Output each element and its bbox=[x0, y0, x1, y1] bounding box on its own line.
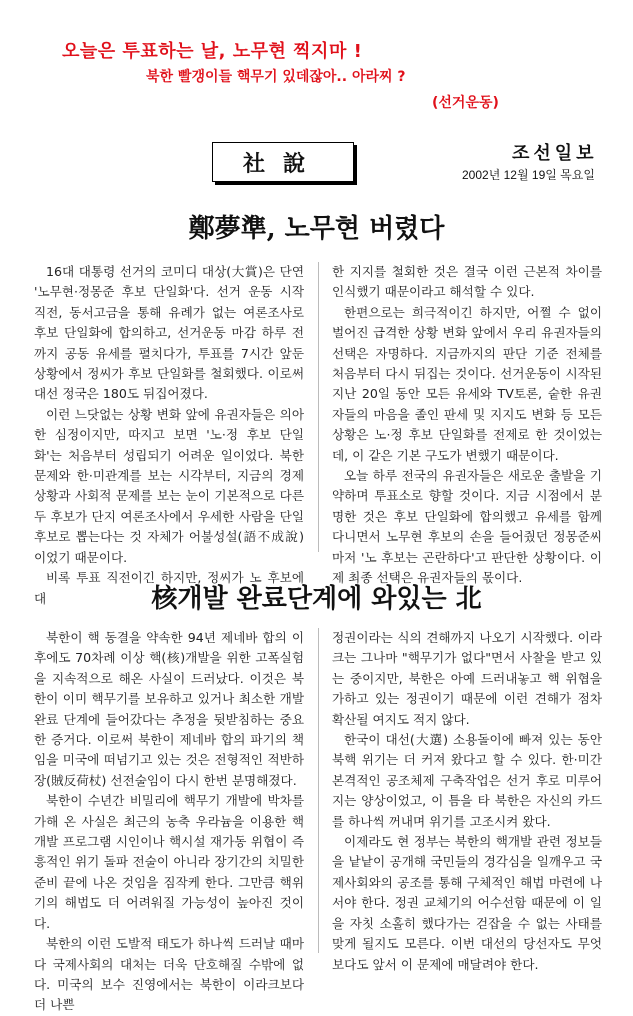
banner-line-2: 북한 빨갱이들 핵무기 있데잖아.. 아라찌 ? bbox=[146, 69, 406, 85]
publication-date: 2002년 12월 19일 목요일 bbox=[462, 168, 595, 182]
editorial-section-label: 社說 bbox=[242, 150, 323, 177]
article2-right-column bbox=[332, 628, 602, 975]
article1-headline: 鄭夢準, 노무현 버렸다 bbox=[188, 214, 445, 244]
article1-paragraph: 한 지지를 철회한 것은 결국 이런 근본적 차이를 인식했기 때문이라고 해석할 수 있다. bbox=[332, 264, 602, 300]
article2-paragraph: 이제라도 현 정부는 북한의 핵개발 관련 정보들을 낱낱이 공개해 국민들의 경각심을 일깨우고 국제사회와의 공조를 통해 구체적인 해법 마련에 나서야 한다. 정권 교체기의 어수선함 때문에 이 일을 자칫 소홀히 했다가는 걷잡을 수 없는 사태를 맞게 될지도 모른다. 이번 대선의 당선자도 무엇보다도 앞서 이 문제에 매달려야 한다. bbox=[332, 834, 602, 972]
article1-right-column bbox=[332, 262, 602, 589]
article1-paragraph: 16대 대통령 선거의 코미디 대상(大賞)은 단연 '노무현·정몽준 후보 단일화'다. 선거 운동 시작 직전, 동서고금을 통해 유례가 없는 여론조사로 후보 단일화에 합의하고, 선거운동 마감 하루 전까지 공동 유세를 펼치다가, 투표를 7시간 앞둔 상황에서 정씨가 후보 단일화를 철회했다. 이로써 대선 정국은 180도 뒤집어졌다. bbox=[34, 264, 304, 402]
article2-paragraph: 북한이 수년간 비밀리에 핵무기 개발에 박차를 가해 온 사실은 최근의 농축 우라늄을 이용한 핵개발 프로그램 시인이나 핵시설 재가동 위협이 즉흥적인 위기 돌파 전술이 아니라 장기간의 치밀한 준비 끝에 나온 것임을 짐작케 한다. 그만큼 핵위기의 해법도 더 어려워질 가능성이 높아진 것이다. bbox=[34, 793, 304, 931]
article1-left-column bbox=[34, 262, 304, 609]
banner-line-1: 오늘은 투표하는 날, 노무현 찍지마 ! bbox=[62, 41, 363, 62]
newspaper-name: 조선일보 bbox=[512, 143, 598, 164]
article2-headline: 核개발 완료단계에 와있는 北 bbox=[151, 584, 482, 614]
article2-paragraph: 북한의 이런 도발적 태도가 하나씩 드러날 때마다 국제사회의 대처는 더욱 단호해질 수밖에 없다. 미국의 보수 진영에서는 북한이 이라크보다 더 나쁜 bbox=[34, 936, 304, 1013]
article1-paragraph: 오늘 하루 전국의 유권자들은 새로운 출발을 기약하며 투표소로 향할 것이다. 지금 시점에서 분명한 것은 후보 단일화에 합의했고 유세를 함께 다니면서 노무현 후보의 손을 들어줬던 정몽준씨마저 '노 후보는 곤란하다'고 판단한 상황이다. 이제 최종 선택은 유권자들의 몫이다. bbox=[332, 468, 602, 586]
editorial-section-box bbox=[212, 142, 354, 182]
article2-paragraph: 한국이 대선(大選) 소용돌이에 빠져 있는 동안 북핵 위기는 더 커져 왔다고 할 수 있다. 한·미간 본격적인 공조체제 구축작업은 선거 후로 미루어지는 양상이었고, 이 틈을 타 북한은 자신의 카드를 하나씩 꺼내며 위기를 고조시켜 왔다. bbox=[332, 732, 602, 829]
column-divider bbox=[318, 262, 319, 552]
article2-paragraph: 북한이 핵 동결을 약속한 94년 제네바 합의 이후에도 70차례 이상 핵(核)개발을 위한 고폭실험을 지속적으로 해온 사실이 드러났다. 이것은 북한이 이미 핵무기를 보유하고 있거나 최소한 개발 완료 단계에 들어갔다는 추정을 뒷받침하는 중요한 증거다. 이로써 북한이 제네바 합의 파기의 책임을 미국에 떠넘기고 있는 것은 전형적인 적반하장(賊反荷杖) 선전술임이 다시 한번 분명해졌다. bbox=[34, 630, 304, 788]
article2-left-column bbox=[34, 628, 304, 1016]
banner-line-3: (선거운동) bbox=[432, 95, 499, 111]
article2-paragraph: 정권이라는 식의 견해까지 나오기 시작했다. 이라크는 그나마 "핵무기가 없다"면서 사찰을 받고 있는 중이지만, 북한은 아예 드러내놓고 핵 위협을 가하고 있는 정권이기 때문에 이런 견해가 점차 확산될 여지도 적지 않다. bbox=[332, 630, 602, 727]
article1-paragraph: 한편으로는 희극적이긴 하지만, 어쩔 수 없이 벌어진 급격한 상황 변화 앞에서 우리 유권자들의 선택은 자명하다. 지금까지의 판단 기준 전체를 처음부터 다시 뒤집는 것이다. 선거운동이 시작된 지난 20일 동안 모든 유세와 TV토론, 숱한 유권자들의 마음을 졸인 판세 및 지지도 변화 등 모든 상황은 노·정 후보 단일화를 전제로 한 것이었는데, 이 같은 기본 구도가 변했기 때문이다. bbox=[332, 304, 602, 463]
column-divider bbox=[318, 628, 319, 953]
article1-paragraph: 이런 느닷없는 상황 변화 앞에 유권자들은 의아한 심정이지만, 따지고 보면 '노·정 후보 단일화'는 처음부터 성립되기 어려운 일이었다. 북한 문제와 한·미관계를 보는 시각부터, 지금의 경제상황과 사회적 문제를 보는 눈이 기본적으로 다른 두 후보가 단지 여론조사에서 우세한 사람을 단일후보로 뽑는다는 것 자체가 어불성설(語不成說)이었기 때문이다. bbox=[34, 406, 304, 565]
article1-paragraph: 비록 투표 직전이긴 하지만, 정씨가 노 후보에 대 bbox=[34, 570, 304, 606]
